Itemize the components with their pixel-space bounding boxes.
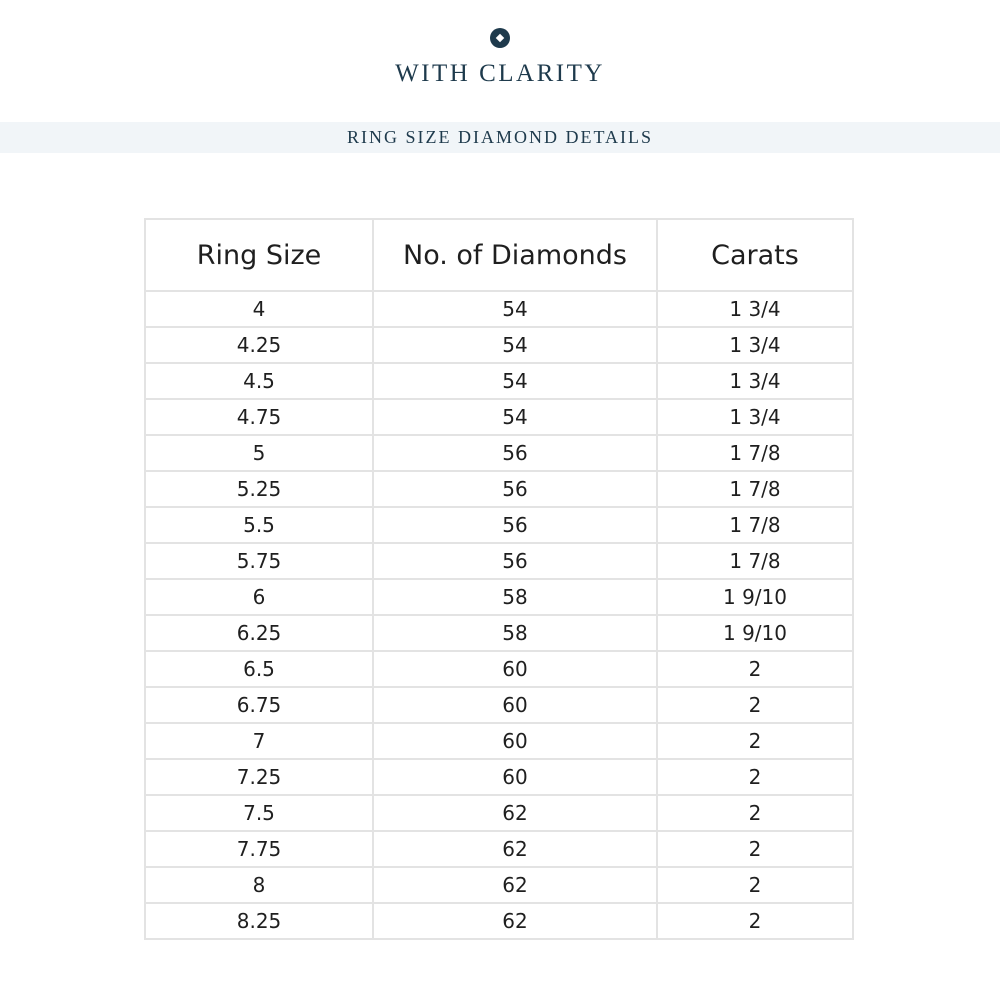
- table-row: [145, 723, 853, 759]
- diamond-count-cell: 58: [373, 615, 657, 651]
- diamond-count-cell: 60: [373, 723, 657, 759]
- carats-cell: 1 3/4: [657, 291, 853, 327]
- diamond-count-cell: 54: [373, 291, 657, 327]
- table-row: [145, 327, 853, 363]
- diamond-count-cell: 58: [373, 579, 657, 615]
- table-row: [145, 615, 853, 651]
- header-carats: Carats: [657, 219, 853, 291]
- carats-cell: 1 9/10: [657, 579, 853, 615]
- table-row: [145, 579, 853, 615]
- table-row: [145, 399, 853, 435]
- ring-size-cell: 4: [145, 291, 373, 327]
- ring-size-cell: 8.25: [145, 903, 373, 939]
- ring-size-cell: 5: [145, 435, 373, 471]
- brand-name: WITH CLARITY: [395, 60, 605, 87]
- carats-cell: 2: [657, 903, 853, 939]
- carats-cell: 2: [657, 831, 853, 867]
- diamond-count-cell: 54: [373, 327, 657, 363]
- ring-size-cell: 4.5: [145, 363, 373, 399]
- table-row: [145, 543, 853, 579]
- carats-cell: 2: [657, 687, 853, 723]
- diamond-count-cell: 54: [373, 363, 657, 399]
- diamond-count-cell: 62: [373, 867, 657, 903]
- diamond-count-cell: 62: [373, 795, 657, 831]
- carats-cell: 1 7/8: [657, 543, 853, 579]
- table-row: [145, 795, 853, 831]
- table-header-row: [145, 219, 853, 291]
- table-row: [145, 759, 853, 795]
- carats-cell: 2: [657, 723, 853, 759]
- carats-cell: 2: [657, 795, 853, 831]
- table-row: [145, 435, 853, 471]
- ring-size-cell: 8: [145, 867, 373, 903]
- table-row: [145, 687, 853, 723]
- table-row: [145, 363, 853, 399]
- table-row: [145, 903, 853, 939]
- carats-cell: 2: [657, 759, 853, 795]
- header-ring-size: Ring Size: [145, 219, 373, 291]
- ring-size-cell: 7.75: [145, 831, 373, 867]
- header-no-of-diamonds: No. of Diamonds: [373, 219, 657, 291]
- ring-size-cell: 5.75: [145, 543, 373, 579]
- carats-cell: 1 7/8: [657, 435, 853, 471]
- ring-size-cell: 4.75: [145, 399, 373, 435]
- ring-size-cell: 6.5: [145, 651, 373, 687]
- table-row: [145, 831, 853, 867]
- ring-size-table: [144, 218, 854, 940]
- ring-size-cell: 5.25: [145, 471, 373, 507]
- diamond-count-cell: 62: [373, 903, 657, 939]
- carats-cell: 1 7/8: [657, 471, 853, 507]
- ring-size-cell: 4.25: [145, 327, 373, 363]
- diamond-circle-icon: [490, 28, 510, 48]
- diamond-count-cell: 60: [373, 759, 657, 795]
- diamond-count-cell: 54: [373, 399, 657, 435]
- diamond-count-cell: 56: [373, 435, 657, 471]
- carats-cell: 2: [657, 867, 853, 903]
- diamond-count-cell: 62: [373, 831, 657, 867]
- ring-size-cell: 6.25: [145, 615, 373, 651]
- carats-cell: 2: [657, 651, 853, 687]
- table-row: [145, 291, 853, 327]
- table-row: [145, 471, 853, 507]
- ring-size-cell: 6.75: [145, 687, 373, 723]
- diamond-count-cell: 60: [373, 687, 657, 723]
- ring-size-cell: 7.5: [145, 795, 373, 831]
- page-title: RING SIZE DIAMOND DETAILS: [346, 127, 654, 147]
- carats-cell: 1 3/4: [657, 399, 853, 435]
- ring-size-cell: 7.25: [145, 759, 373, 795]
- carats-cell: 1 9/10: [657, 615, 853, 651]
- table-body: [145, 291, 853, 939]
- carats-cell: 1 7/8: [657, 507, 853, 543]
- ring-size-cell: 7: [145, 723, 373, 759]
- table-row: [145, 867, 853, 903]
- diamond-count-cell: 56: [373, 543, 657, 579]
- carats-cell: 1 3/4: [657, 363, 853, 399]
- ring-size-cell: 6: [145, 579, 373, 615]
- diamond-count-cell: 60: [373, 651, 657, 687]
- diamond-count-cell: 56: [373, 471, 657, 507]
- diamond-count-cell: 56: [373, 507, 657, 543]
- ring-size-cell: 5.5: [145, 507, 373, 543]
- carats-cell: 1 3/4: [657, 327, 853, 363]
- table-row: [145, 507, 853, 543]
- title-banner: [0, 122, 1000, 153]
- table-row: [145, 651, 853, 687]
